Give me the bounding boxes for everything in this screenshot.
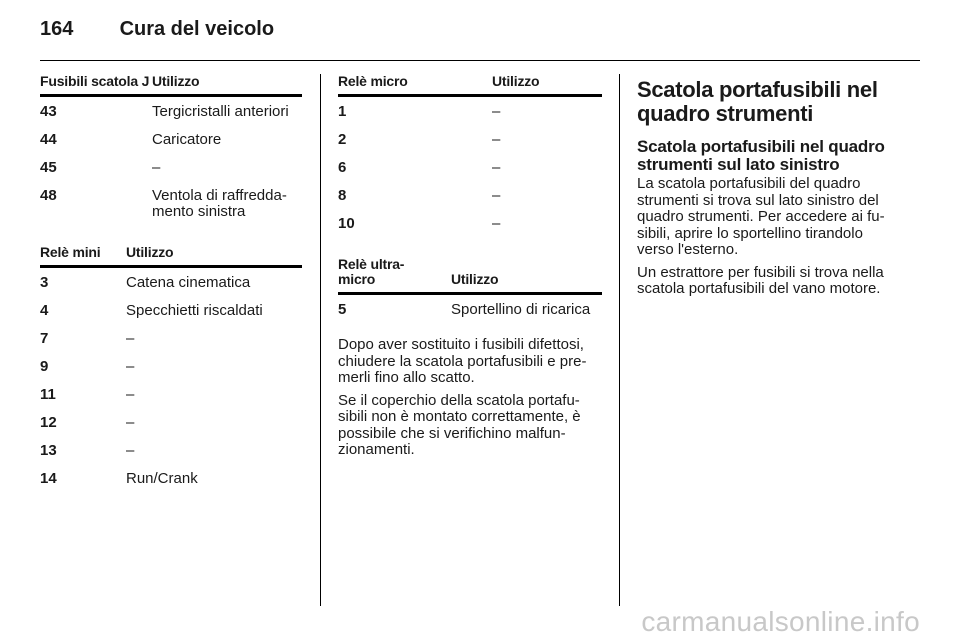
row-key: 48 (40, 187, 57, 204)
row-key: 8 (338, 187, 347, 204)
row-usage: – (126, 358, 135, 375)
column-middle (338, 74, 602, 465)
table-row (338, 153, 602, 181)
column-divider-1 (320, 74, 321, 606)
row-key: 3 (40, 274, 49, 291)
row-usage: – (152, 159, 161, 176)
row-usage: – (492, 131, 501, 148)
table-header-key: Relè ultra-micro (338, 256, 405, 287)
row-key: 7 (40, 330, 49, 347)
row-usage: – (126, 330, 135, 347)
row-key: 43 (40, 103, 57, 120)
table-header-key: Relè mini (40, 244, 101, 260)
table-row (338, 209, 602, 237)
table-row (338, 97, 602, 125)
page-header (40, 18, 274, 41)
page-title: Cura del veicolo (119, 18, 275, 40)
paragraph-cover-warning: Se il coperchio della scatola portafu-sibili non è montato correttamente, è possibile che si verifichino malfun-zionamenti. (338, 391, 581, 458)
row-key: 10 (338, 215, 355, 232)
table-row (338, 181, 602, 209)
table-header-key: Fusibili scatola J (40, 73, 150, 89)
table-header-usage: Utilizzo (451, 271, 499, 287)
paragraph-extractor: Un estrattore per fusibili si trova nella scatola portafusibili del vano motore. (637, 263, 884, 297)
table-body (40, 97, 302, 225)
table-header (338, 74, 602, 97)
row-usage: Catena cinematica (126, 274, 251, 291)
row-usage: Caricatore (152, 131, 222, 148)
row-usage: Ventola di raffredda-mento sinistra (152, 187, 287, 220)
watermark: carmanualsonline.info (641, 606, 920, 637)
row-usage: Tergicristalli anteriori (152, 103, 289, 120)
row-key: 1 (338, 103, 347, 120)
paragraph-location: La scatola portafusibili del quadro strumenti si trova sul lato sinistro del quadro strumenti. Per accedere ai fu-sibili, aprire lo sportellino tirandolo verso l'esterno. (637, 175, 885, 258)
table-row (338, 295, 602, 323)
row-usage: – (492, 103, 501, 120)
table-header (338, 257, 602, 295)
row-usage: – (126, 442, 135, 459)
table-row (40, 408, 302, 436)
row-key: 6 (338, 159, 347, 176)
table-header-key: Relè micro (338, 73, 408, 89)
row-usage: – (492, 159, 501, 176)
row-key: 12 (40, 414, 57, 431)
row-usage: – (126, 414, 135, 431)
table-body (40, 268, 302, 492)
page-number: 164 (40, 18, 74, 40)
table-fusibili-scatola-j (40, 74, 302, 225)
table-row (40, 153, 302, 181)
table-row (40, 97, 302, 125)
row-usage: Sportellino di ricarica (451, 301, 591, 318)
row-key: 45 (40, 159, 57, 176)
table-row (40, 436, 302, 464)
row-key: 44 (40, 131, 57, 148)
paragraph-replace-fuses: Dopo aver sostituito i fusibili difettosi, chiudere la scatola portafusibili e pre-merli fino allo scatto. (338, 336, 587, 386)
header-divider (40, 60, 920, 61)
table-row (338, 125, 602, 153)
row-key: 13 (40, 442, 57, 459)
column-left (40, 74, 302, 492)
table-header-usage: Utilizzo (126, 244, 174, 260)
table-rele-ultramicro (338, 257, 602, 323)
table-body (338, 97, 602, 237)
table-row (40, 268, 302, 296)
table-row (40, 296, 302, 324)
table-rele-mini (40, 245, 302, 492)
row-key: 4 (40, 302, 49, 319)
row-usage: Specchietti riscaldati (126, 302, 263, 319)
table-row (40, 380, 302, 408)
section-subheading: Scatola portafusibili nel quadro strumenti sul lato sinistro (637, 137, 885, 174)
table-row (40, 324, 302, 352)
row-usage: Run/Crank (126, 470, 198, 487)
column-divider-2 (619, 74, 620, 606)
row-key: 14 (40, 470, 57, 487)
column-right (637, 74, 903, 304)
row-usage: – (126, 386, 135, 403)
table-body (338, 295, 602, 323)
table-row (40, 352, 302, 380)
table-header (40, 74, 302, 97)
row-usage: – (492, 187, 501, 204)
row-usage: – (492, 215, 501, 232)
row-key: 5 (338, 301, 347, 318)
table-header-usage: Utilizzo (152, 73, 200, 89)
table-header-usage: Utilizzo (492, 73, 540, 89)
table-header (40, 245, 302, 268)
table-row (40, 181, 302, 225)
section-heading: Scatola portafusibili nel quadro strumenti (637, 77, 878, 126)
row-key: 2 (338, 131, 347, 148)
table-rele-micro (338, 74, 602, 237)
row-key: 9 (40, 358, 49, 375)
table-row (40, 464, 302, 492)
row-key: 11 (40, 386, 56, 403)
table-row (40, 125, 302, 153)
